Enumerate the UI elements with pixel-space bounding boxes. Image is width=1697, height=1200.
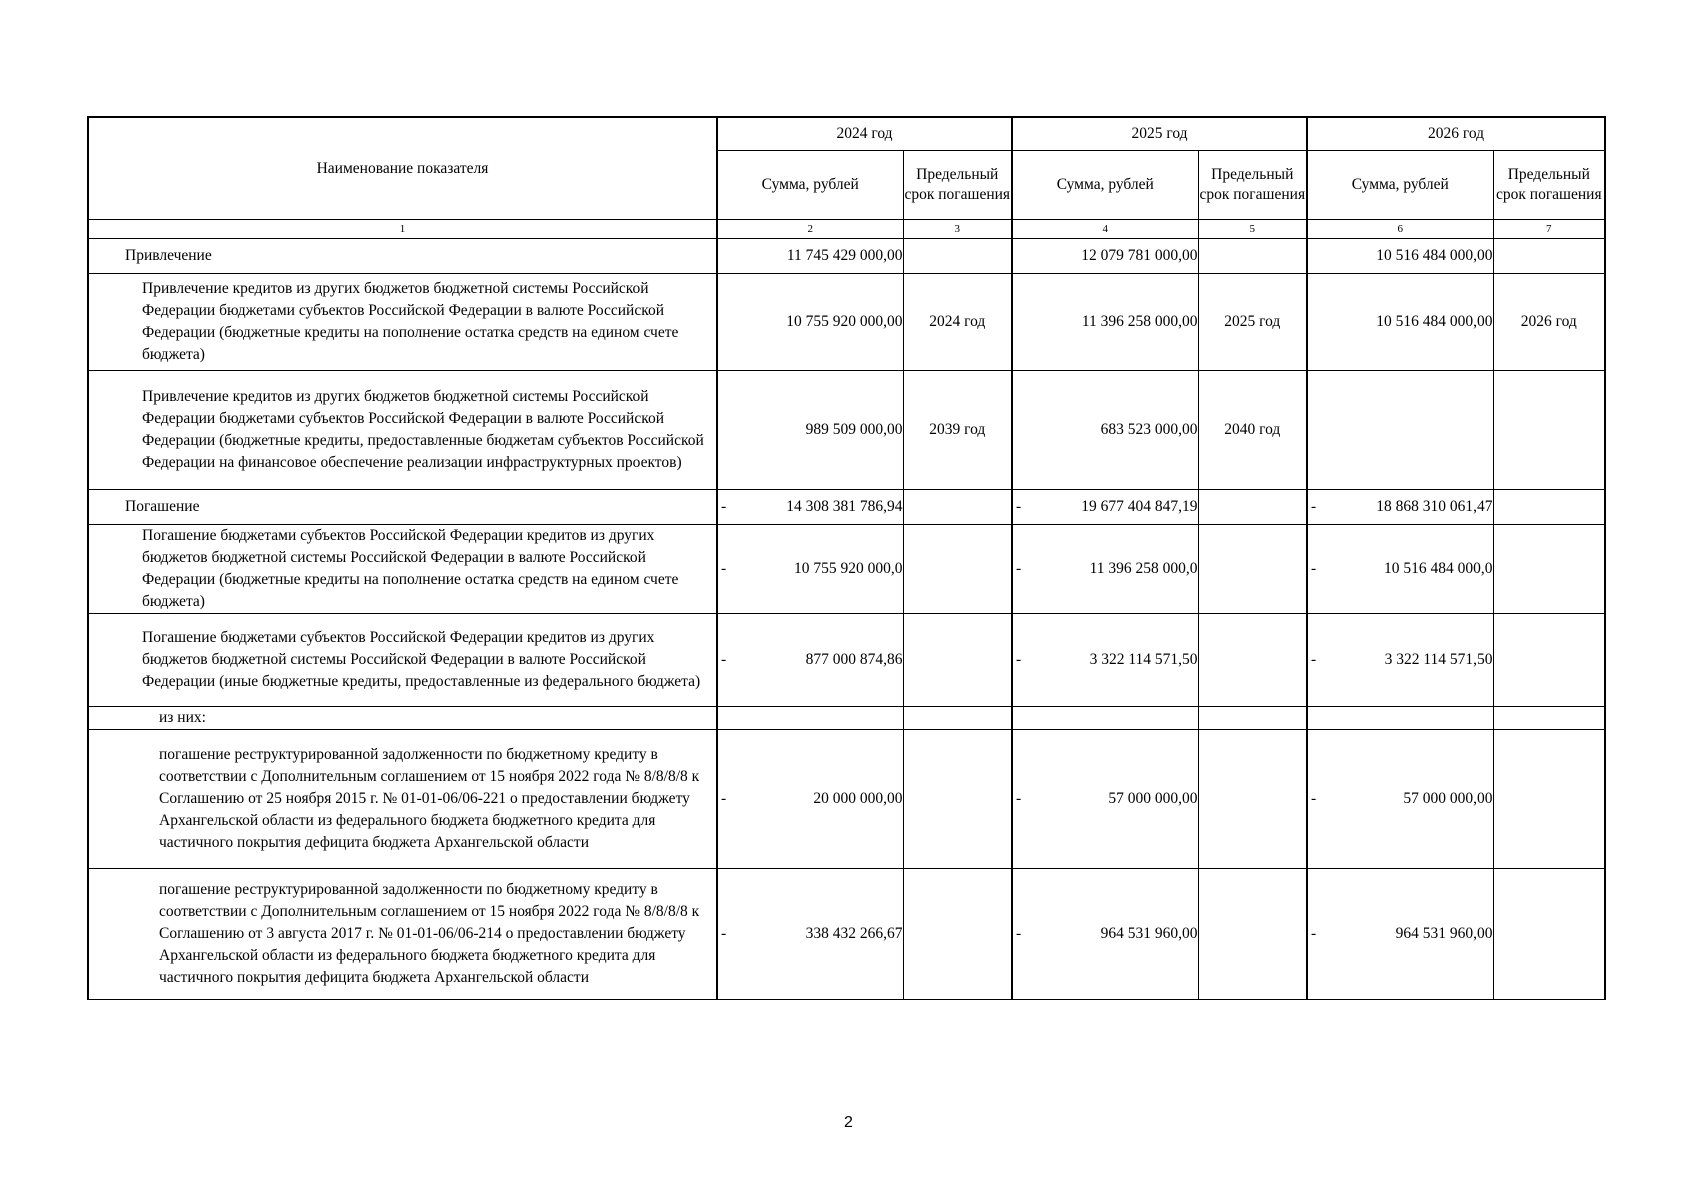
minus-sign: - bbox=[1311, 651, 1317, 668]
row-name: Погашение бюджетами субъектов Российской Федерации кредитов из других бюджетов бюджетной системы Российской Федерации в валюте Российской Федерации (бюджетные кредиты на пополнение остатка средств на едином счете бюджета) bbox=[88, 525, 717, 614]
amount-2025 bbox=[1012, 614, 1198, 707]
term-2026 bbox=[1493, 707, 1605, 730]
amount-value: 11 396 258 000,00 bbox=[1081, 313, 1198, 330]
table-row bbox=[88, 707, 1605, 730]
term-2024: 2039 год bbox=[903, 371, 1012, 490]
term-2025 bbox=[1198, 614, 1307, 707]
minus-sign: - bbox=[1311, 790, 1317, 807]
amount-value: 877 000 874,86 bbox=[805, 651, 903, 668]
term-2024 bbox=[903, 730, 1012, 869]
minus-sign: - bbox=[721, 498, 727, 515]
amount-value: 989 509 000,00 bbox=[805, 421, 903, 438]
amount-2024 bbox=[717, 371, 903, 490]
term-2025 bbox=[1198, 525, 1307, 614]
header-term-2025: Предельный срок погашения bbox=[1198, 151, 1307, 220]
column-number-6: 6 bbox=[1307, 220, 1493, 239]
minus-sign: - bbox=[721, 925, 727, 942]
amount-2025 bbox=[1012, 525, 1198, 614]
amount-value: 338 432 266,67 bbox=[805, 925, 903, 942]
term-2024 bbox=[903, 239, 1012, 274]
amount-value: 12 079 781 000,00 bbox=[1081, 247, 1198, 264]
amount-value: 10 516 484 000,0 bbox=[1384, 560, 1493, 577]
term-2025 bbox=[1198, 730, 1307, 869]
amount-2025 bbox=[1012, 274, 1198, 371]
term-2026 bbox=[1493, 371, 1605, 490]
amount-2025 bbox=[1012, 707, 1198, 730]
minus-sign: - bbox=[1016, 925, 1022, 942]
row-name: погашение реструктурированной задолженности по бюджетному кредиту в соответствии с Дополнительным соглашением от 15 ноября 2022 года № 8/8/8/8 к Соглашению от 25 ноября 2015 г. № 01-01-06/06-221 о предоставлении бюджету Архангельской области из федерального бюджета бюджетного кредита для частичного покрытия дефицита бюджета Архангельской области bbox=[88, 730, 717, 869]
term-2025: 2040 год bbox=[1198, 371, 1307, 490]
term-2024 bbox=[903, 869, 1012, 1000]
amount-value: 20 000 000,00 bbox=[813, 790, 903, 807]
term-2025 bbox=[1198, 869, 1307, 1000]
term-2025: 2025 год bbox=[1198, 274, 1307, 371]
row-name: Погашение бюджетами субъектов Российской Федерации кредитов из других бюджетов бюджетной системы Российской Федерации в валюте Российской Федерации (иные бюджетные кредиты, предоставленные из федерального бюджета) bbox=[88, 614, 717, 707]
amount-2024 bbox=[717, 239, 903, 274]
amount-2026 bbox=[1307, 707, 1493, 730]
amount-2025 bbox=[1012, 239, 1198, 274]
minus-sign: - bbox=[1016, 498, 1022, 515]
term-2026: 2026 год bbox=[1493, 274, 1605, 371]
minus-sign: - bbox=[1311, 560, 1317, 577]
amount-value: 964 531 960,00 bbox=[1395, 925, 1493, 942]
amount-value: 19 677 404 847,19 bbox=[1081, 498, 1198, 515]
term-2024 bbox=[903, 490, 1012, 525]
amount-2024 bbox=[717, 869, 903, 1000]
row-name: Привлечение кредитов из других бюджетов бюджетной системы Российской Федерации бюджетами субъектов Российской Федерации в валюте Российской Федерации (бюджетные кредиты, предоставленные бюджетам субъектов Российской Федерации на финансовое обеспечение реализации инфраструктурных проектов) bbox=[88, 371, 717, 490]
amount-value: 10 755 920 000,00 bbox=[786, 313, 903, 330]
amount-2026 bbox=[1307, 614, 1493, 707]
amount-2026 bbox=[1307, 490, 1493, 525]
amount-value: 964 531 960,00 bbox=[1100, 925, 1198, 942]
amount-2024 bbox=[717, 614, 903, 707]
row-name: Привлечение bbox=[88, 239, 717, 274]
amount-2025 bbox=[1012, 869, 1198, 1000]
amount-2026 bbox=[1307, 525, 1493, 614]
term-2026 bbox=[1493, 525, 1605, 614]
term-2026 bbox=[1493, 730, 1605, 869]
column-number-3: 3 bbox=[903, 220, 1012, 239]
term-2026 bbox=[1493, 869, 1605, 1000]
header-year-2024: 2024 год bbox=[717, 117, 1012, 151]
header-name-column: Наименование показателя bbox=[88, 117, 717, 220]
table-row bbox=[88, 614, 1605, 707]
minus-sign: - bbox=[721, 651, 727, 668]
column-number-7: 7 bbox=[1493, 220, 1605, 239]
term-2026 bbox=[1493, 490, 1605, 525]
term-2025 bbox=[1198, 239, 1307, 274]
amount-value: 10 516 484 000,00 bbox=[1376, 313, 1493, 330]
amount-2024 bbox=[717, 730, 903, 869]
row-name: погашение реструктурированной задолженности по бюджетному кредиту в соответствии с Дополнительным соглашением от 15 ноября 2022 года № 8/8/8/8 к Соглашению от 3 августа 2017 г. № 01-01-06/06-214 о предоставлении бюджету Архангельской области из федерального бюджета бюджетного кредита для частичного покрытия дефицита бюджета Архангельской области bbox=[88, 869, 717, 1000]
table-row bbox=[88, 239, 1605, 274]
amount-2025 bbox=[1012, 490, 1198, 525]
header-sum-2026: Сумма, рублей bbox=[1307, 151, 1493, 220]
header-year-2025: 2025 год bbox=[1012, 117, 1307, 151]
page-number: 2 bbox=[844, 1114, 853, 1131]
row-name: из них: bbox=[88, 707, 717, 730]
table-row bbox=[88, 525, 1605, 614]
term-2024 bbox=[903, 525, 1012, 614]
column-number-5: 5 bbox=[1198, 220, 1307, 239]
amount-value: 57 000 000,00 bbox=[1108, 790, 1198, 807]
table-row bbox=[88, 869, 1605, 1000]
amount-2026 bbox=[1307, 730, 1493, 869]
amount-2026 bbox=[1307, 869, 1493, 1000]
column-number-4: 4 bbox=[1012, 220, 1198, 239]
amount-2025 bbox=[1012, 730, 1198, 869]
term-2026 bbox=[1493, 614, 1605, 707]
term-2024 bbox=[903, 707, 1012, 730]
amount-value: 10 516 484 000,00 bbox=[1376, 247, 1493, 264]
header-sum-2024: Сумма, рублей bbox=[717, 151, 903, 220]
header-term-2024: Предельный срок погашения bbox=[903, 151, 1012, 220]
amount-value: 11 396 258 000,0 bbox=[1089, 560, 1198, 577]
budget-table bbox=[87, 116, 1606, 1000]
minus-sign: - bbox=[1016, 651, 1022, 668]
amount-2026 bbox=[1307, 274, 1493, 371]
table-row bbox=[88, 490, 1605, 525]
minus-sign: - bbox=[721, 560, 727, 577]
amount-value: 3 322 114 571,50 bbox=[1089, 651, 1198, 668]
amount-value: 57 000 000,00 bbox=[1403, 790, 1493, 807]
amount-2024 bbox=[717, 274, 903, 371]
term-2025 bbox=[1198, 707, 1307, 730]
row-name: Погашение bbox=[88, 490, 717, 525]
minus-sign: - bbox=[721, 790, 727, 807]
minus-sign: - bbox=[1311, 498, 1317, 515]
table-row bbox=[88, 274, 1605, 371]
header-year-2026: 2026 год bbox=[1307, 117, 1605, 151]
term-2025 bbox=[1198, 490, 1307, 525]
row-name: Привлечение кредитов из других бюджетов бюджетной системы Российской Федерации бюджетами субъектов Российской Федерации в валюте Российской Федерации (бюджетные кредиты на пополнение остатка средств на едином счете бюджета) bbox=[88, 274, 717, 371]
amount-value: 11 745 429 000,00 bbox=[786, 247, 903, 264]
term-2024: 2024 год bbox=[903, 274, 1012, 371]
amount-value: 683 523 000,00 bbox=[1100, 421, 1198, 438]
amount-2024 bbox=[717, 490, 903, 525]
minus-sign: - bbox=[1311, 925, 1317, 942]
amount-2026 bbox=[1307, 239, 1493, 274]
column-number-2: 2 bbox=[717, 220, 903, 239]
term-2026 bbox=[1493, 239, 1605, 274]
amount-2026 bbox=[1307, 371, 1493, 490]
amount-value: 10 755 920 000,0 bbox=[794, 560, 903, 577]
minus-sign: - bbox=[1016, 790, 1022, 807]
amount-2024 bbox=[717, 707, 903, 730]
minus-sign: - bbox=[1016, 560, 1022, 577]
amount-2025 bbox=[1012, 371, 1198, 490]
table-row bbox=[88, 371, 1605, 490]
header-sum-2025: Сумма, рублей bbox=[1012, 151, 1198, 220]
amount-value: 14 308 381 786,94 bbox=[786, 498, 903, 515]
amount-2024 bbox=[717, 525, 903, 614]
term-2024 bbox=[903, 614, 1012, 707]
column-number-1: 1 bbox=[88, 220, 717, 239]
amount-value: 18 868 310 061,47 bbox=[1376, 498, 1493, 515]
header-term-2026: Предельный срок погашения bbox=[1493, 151, 1605, 220]
amount-value: 3 322 114 571,50 bbox=[1384, 651, 1493, 668]
table-row bbox=[88, 730, 1605, 869]
